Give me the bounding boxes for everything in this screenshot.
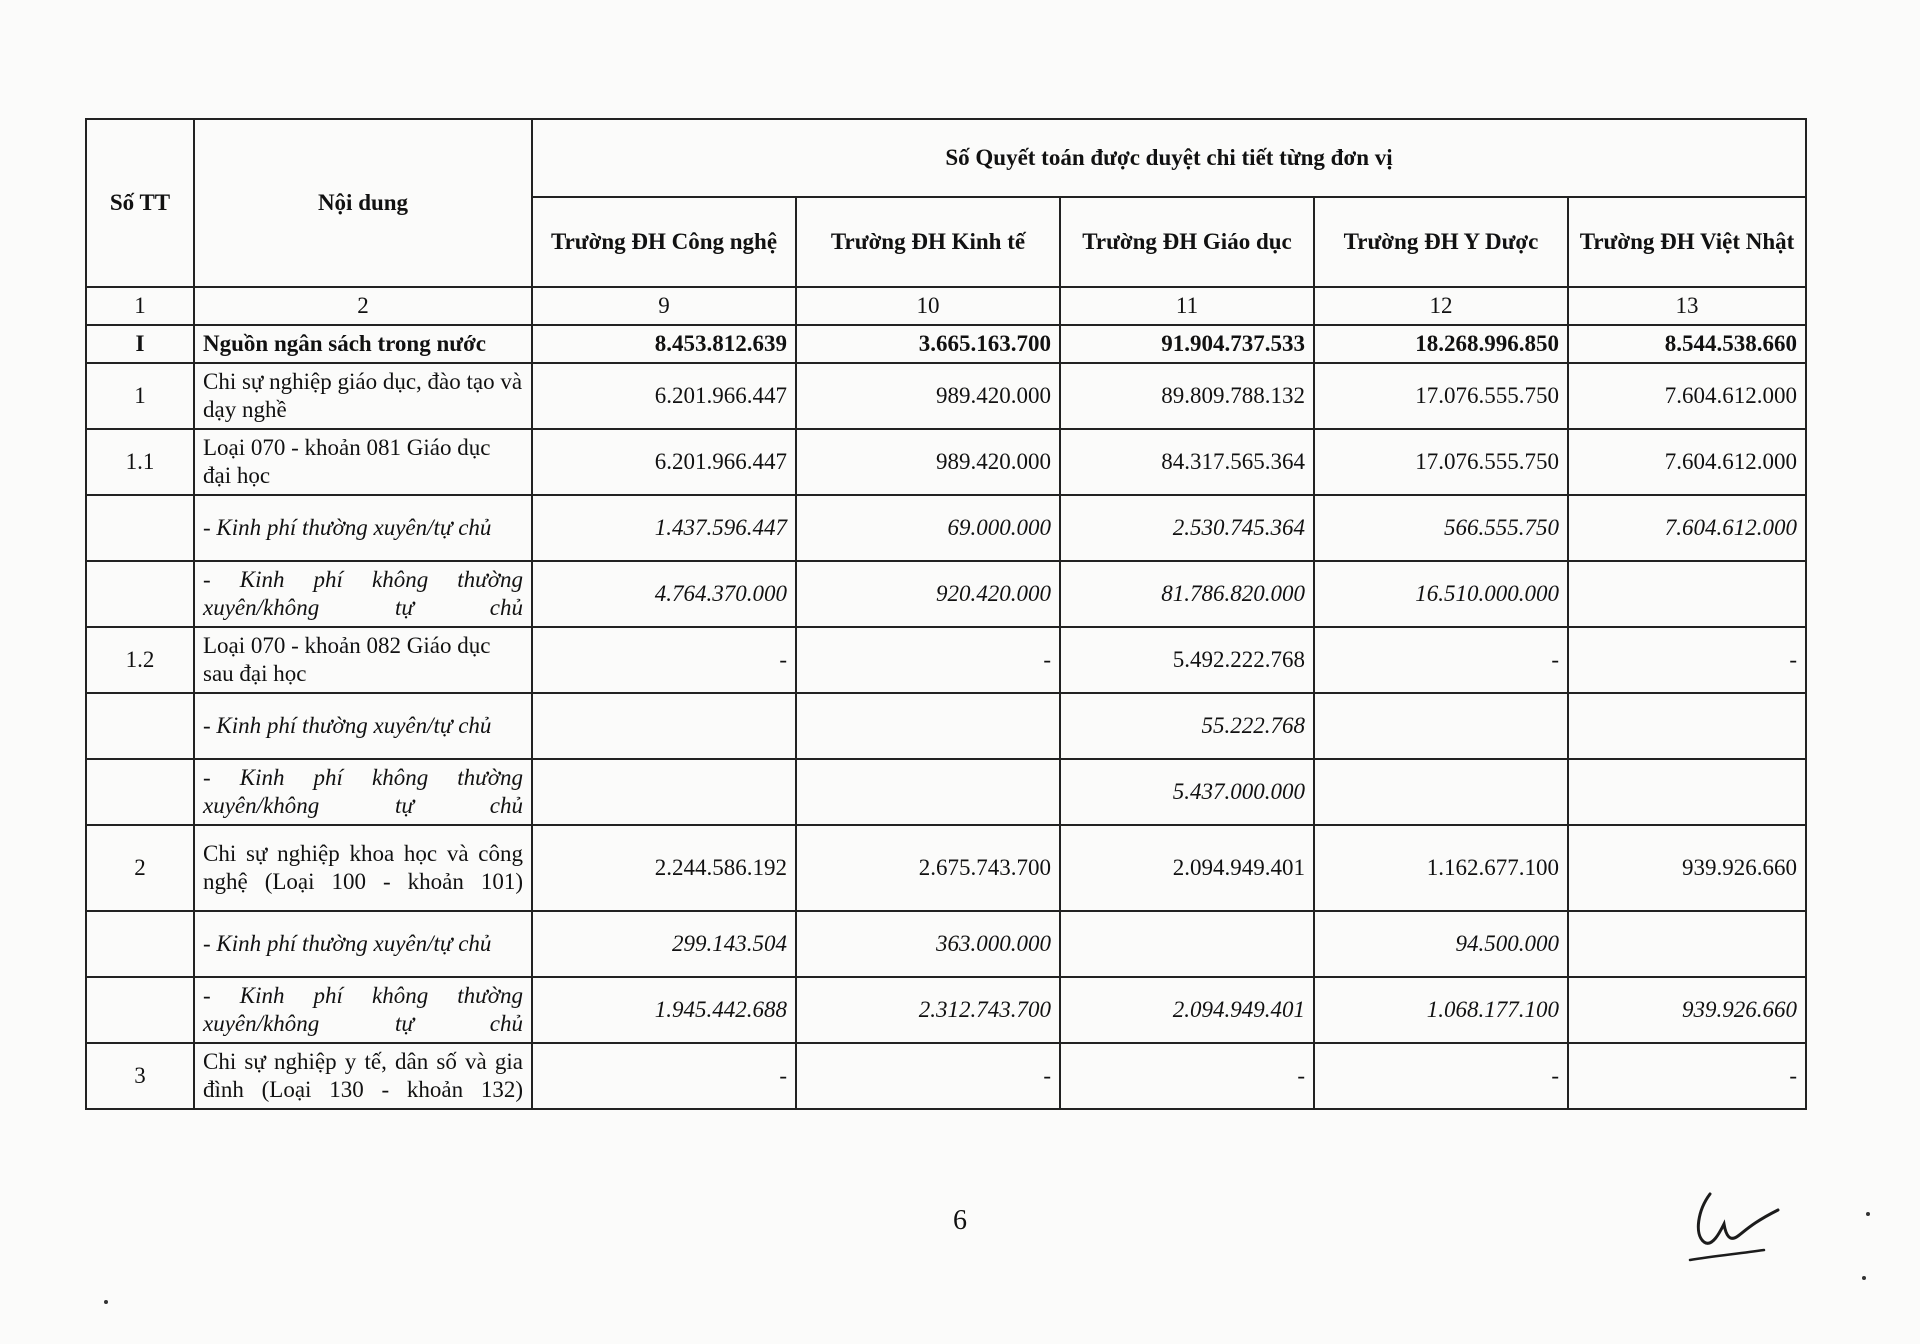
header-stt: Số TT [86, 119, 194, 287]
row-stt [86, 759, 194, 825]
header-unit-giao-duc: Trường ĐH Giáo dục [1060, 197, 1314, 287]
table-row [86, 429, 1806, 495]
row-value: 1.068.177.100 [1314, 977, 1568, 1043]
row-stt [86, 977, 194, 1043]
column-number: 2 [194, 287, 532, 325]
row-value: - [1314, 1043, 1568, 1109]
row-value: 6.201.966.447 [532, 363, 796, 429]
row-value: 7.604.612.000 [1568, 429, 1806, 495]
row-content: - Kinh phí thường xuyên/tự chủ [194, 693, 532, 759]
row-value: 4.764.370.000 [532, 561, 796, 627]
row-value: 2.312.743.700 [796, 977, 1060, 1043]
row-content: Loại 070 - khoản 082 Giáo dục sau đại học [194, 627, 532, 693]
row-value: 2.675.743.700 [796, 825, 1060, 911]
row-value [1568, 759, 1806, 825]
row-value: 7.604.612.000 [1568, 363, 1806, 429]
header-unit-viet-nhat: Trường ĐH Việt Nhật [1568, 197, 1806, 287]
row-value: 1.437.596.447 [532, 495, 796, 561]
row-value: 363.000.000 [796, 911, 1060, 977]
row-value [1314, 759, 1568, 825]
speck [1866, 1212, 1870, 1216]
row-stt: 1.2 [86, 627, 194, 693]
row-stt: 1 [86, 363, 194, 429]
table-row [86, 911, 1806, 977]
row-stt: 2 [86, 825, 194, 911]
row-content: Nguồn ngân sách trong nước [194, 325, 532, 363]
header-group: Số Quyết toán được duyệt chi tiết từng đơn vị [532, 119, 1806, 197]
row-content: - Kinh phí thường xuyên/tự chủ [194, 495, 532, 561]
table-row [86, 825, 1806, 911]
row-content: Chi sự nghiệp y tế, dân số và gia đình (Loại 130 - khoản 132) [194, 1043, 532, 1109]
table-row [86, 363, 1806, 429]
row-value: 1.945.442.688 [532, 977, 796, 1043]
row-value: 989.420.000 [796, 363, 1060, 429]
row-value: 81.786.820.000 [1060, 561, 1314, 627]
row-value: 18.268.996.850 [1314, 325, 1568, 363]
row-value: 5.492.222.768 [1060, 627, 1314, 693]
table-row [86, 693, 1806, 759]
column-number-row [86, 287, 1806, 325]
row-value [1314, 693, 1568, 759]
row-content: Chi sự nghiệp giáo dục, đào tạo và dạy nghề [194, 363, 532, 429]
column-number: 13 [1568, 287, 1806, 325]
row-value [1060, 911, 1314, 977]
row-stt [86, 561, 194, 627]
row-value: 84.317.565.364 [1060, 429, 1314, 495]
row-value: 2.094.949.401 [1060, 825, 1314, 911]
header-content: Nội dung [194, 119, 532, 287]
row-stt: I [86, 325, 194, 363]
page-number: 6 [953, 1205, 967, 1236]
row-value: 5.437.000.000 [1060, 759, 1314, 825]
column-number: 12 [1314, 287, 1568, 325]
row-value: 91.904.737.533 [1060, 325, 1314, 363]
table-row [86, 325, 1806, 363]
row-value: 17.076.555.750 [1314, 363, 1568, 429]
row-value: - [1568, 627, 1806, 693]
row-value: 6.201.966.447 [532, 429, 796, 495]
row-content: - Kinh phí không thường xuyên/không tự chủ [194, 977, 532, 1043]
row-value: 2.094.949.401 [1060, 977, 1314, 1043]
row-stt: 3 [86, 1043, 194, 1109]
row-value: 17.076.555.750 [1314, 429, 1568, 495]
row-value [1568, 693, 1806, 759]
row-value [532, 759, 796, 825]
row-value: 89.809.788.132 [1060, 363, 1314, 429]
row-value [1568, 911, 1806, 977]
header-unit-kinh-te: Trường ĐH Kinh tế [796, 197, 1060, 287]
signature-mark [1680, 1180, 1790, 1270]
row-stt [86, 693, 194, 759]
row-value: 1.162.677.100 [1314, 825, 1568, 911]
row-value: - [1568, 1043, 1806, 1109]
row-value: - [1314, 627, 1568, 693]
settlement-table [85, 118, 1807, 1110]
table-row [86, 1043, 1806, 1109]
row-content: Chi sự nghiệp khoa học và công nghệ (Loại 100 - khoản 101) [194, 825, 532, 911]
column-number: 10 [796, 287, 1060, 325]
column-number: 9 [532, 287, 796, 325]
row-value: 7.604.612.000 [1568, 495, 1806, 561]
table-row [86, 627, 1806, 693]
row-value [532, 693, 796, 759]
row-value [796, 693, 1060, 759]
row-value: - [1060, 1043, 1314, 1109]
row-value: 920.420.000 [796, 561, 1060, 627]
row-value [796, 759, 1060, 825]
row-value: 2.530.745.364 [1060, 495, 1314, 561]
row-stt [86, 911, 194, 977]
row-value: 939.926.660 [1568, 825, 1806, 911]
table-row [86, 759, 1806, 825]
row-stt: 1.1 [86, 429, 194, 495]
row-value: 8.453.812.639 [532, 325, 796, 363]
row-value: 55.222.768 [1060, 693, 1314, 759]
row-value: 299.143.504 [532, 911, 796, 977]
row-content: - Kinh phí thường xuyên/tự chủ [194, 911, 532, 977]
row-value: 989.420.000 [796, 429, 1060, 495]
speck [104, 1300, 108, 1304]
column-number: 1 [86, 287, 194, 325]
column-number: 11 [1060, 287, 1314, 325]
table-row [86, 977, 1806, 1043]
row-value: 2.244.586.192 [532, 825, 796, 911]
row-value: - [532, 627, 796, 693]
row-stt [86, 495, 194, 561]
row-content: Loại 070 - khoản 081 Giáo dục đại học [194, 429, 532, 495]
row-value: 69.000.000 [796, 495, 1060, 561]
table-row [86, 561, 1806, 627]
row-value: 566.555.750 [1314, 495, 1568, 561]
row-value: - [796, 627, 1060, 693]
row-value: - [532, 1043, 796, 1109]
row-value [1568, 561, 1806, 627]
row-value: 3.665.163.700 [796, 325, 1060, 363]
header-unit-cong-nghe: Trường ĐH Công nghệ [532, 197, 796, 287]
row-value: - [796, 1043, 1060, 1109]
row-value: 8.544.538.660 [1568, 325, 1806, 363]
row-content: - Kinh phí không thường xuyên/không tự chủ [194, 561, 532, 627]
row-value: 16.510.000.000 [1314, 561, 1568, 627]
row-content: - Kinh phí không thường xuyên/không tự chủ [194, 759, 532, 825]
header-unit-y-duoc: Trường ĐH Y Dược [1314, 197, 1568, 287]
row-value: 94.500.000 [1314, 911, 1568, 977]
row-value: 939.926.660 [1568, 977, 1806, 1043]
table-row [86, 495, 1806, 561]
speck [1862, 1276, 1866, 1280]
